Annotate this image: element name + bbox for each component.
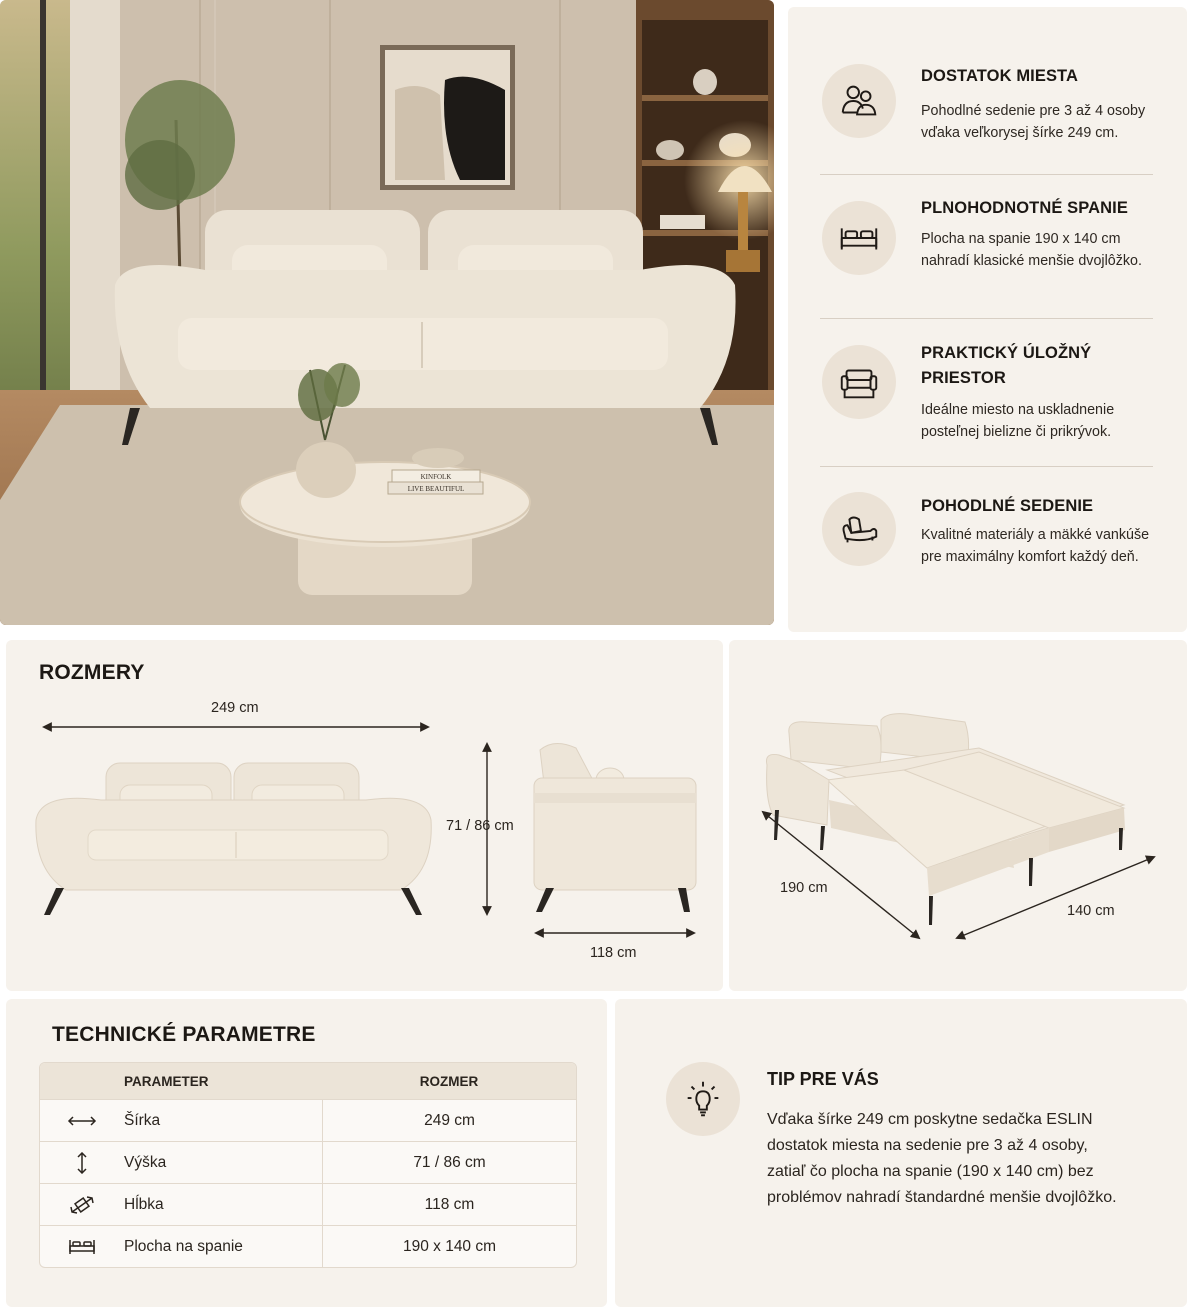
tip-panel xyxy=(615,999,1187,1307)
parameter-value: 71 / 86 cm xyxy=(322,1141,576,1183)
table-header-row xyxy=(40,1063,576,1099)
tip-title: TIP PRE VÁS xyxy=(767,1069,879,1089)
table-row xyxy=(40,1099,576,1141)
depth-label: 118 cm xyxy=(590,945,637,961)
value-column-header: ROZMER xyxy=(322,1063,576,1099)
bed-mode-panel xyxy=(729,640,1187,991)
dimension-drawing xyxy=(6,640,723,991)
parameter-label: Výška xyxy=(124,1141,322,1183)
tip-text: Vďaka šírke 249 cm poskytne sedačka ESLIN dostatok miesta na sedenie pre 3 až 4 osoby, zatiaľ čo plocha na spanie (190 x 140 cm) bez problémov nahradí štandardné menšie dvojlôžko. xyxy=(767,1111,1117,1206)
width-arrows-icon xyxy=(40,1099,124,1141)
parameter-label: Šírka xyxy=(124,1099,322,1141)
height-label: 71 / 86 cm xyxy=(446,818,514,834)
parameter-column-header: PARAMETER xyxy=(124,1063,322,1099)
feature-title: PLNOHODNOTNÉ SPANIE xyxy=(921,199,1128,217)
feature-space xyxy=(822,64,1154,154)
tech-title: TECHNICKÉ PARAMETRE xyxy=(52,1023,316,1046)
feature-storage xyxy=(822,341,1154,451)
book-title-bottom: LIVE BEAUTIFUL xyxy=(407,485,465,493)
table-row xyxy=(40,1225,576,1267)
sofa-front-view xyxy=(36,763,431,915)
book-title-top: KINFOLK xyxy=(420,473,452,481)
living-room-scene xyxy=(0,0,774,625)
people-icon xyxy=(822,64,896,138)
bed-drawing xyxy=(729,640,1187,991)
sofa-bed-view xyxy=(767,714,1126,925)
technical-parameters-panel xyxy=(6,999,607,1307)
lightbulb-icon xyxy=(666,1062,740,1136)
parameter-value: 190 x 140 cm xyxy=(322,1225,576,1267)
feature-description: Ideálne miesto na uskladnenie posteľnej bielizne či prikrývok. xyxy=(921,402,1115,440)
divider xyxy=(820,174,1153,175)
table-row xyxy=(40,1183,576,1225)
armchair-icon xyxy=(822,492,896,566)
hero-product-photo xyxy=(0,0,774,625)
height-arrows-icon xyxy=(40,1141,124,1183)
sofa-side-view xyxy=(534,743,696,912)
depth-arrows-icon xyxy=(40,1183,124,1225)
sleep-width-label: 140 cm xyxy=(1067,903,1115,919)
parameter-label: Hĺbka xyxy=(124,1183,322,1225)
storage-sofa-icon xyxy=(822,345,896,419)
bed-icon xyxy=(40,1225,124,1267)
feature-description: Kvalitné materiály a mäkké vankúše pre maximálny komfort každý deň. xyxy=(921,527,1150,565)
feature-description: Plocha na spanie 190 x 140 cm nahradí klasické menšie dvojlôžko. xyxy=(921,231,1142,269)
divider xyxy=(820,466,1153,467)
feature-comfort xyxy=(822,492,1154,592)
parameter-label: Plocha na spanie xyxy=(124,1225,322,1267)
feature-description: Pohodlné sedenie pre 3 až 4 osoby vďaka veľkorysej šírke 249 cm. xyxy=(921,103,1146,141)
bed-icon xyxy=(822,201,896,275)
parameter-value: 249 cm xyxy=(322,1099,576,1141)
feature-sleep xyxy=(822,196,1154,296)
table-row xyxy=(40,1141,576,1183)
features-panel xyxy=(788,7,1187,632)
width-label: 249 cm xyxy=(211,700,259,716)
feature-title: POHODLNÉ SEDENIE xyxy=(921,497,1094,515)
sleep-length-label: 190 cm xyxy=(780,880,828,896)
dimensions-title: ROZMERY xyxy=(39,661,145,684)
icon-column-header xyxy=(40,1063,124,1099)
parameters-table xyxy=(39,1062,577,1268)
feature-title: PRAKTICKÝ ÚLOŽNÝ PRIESTOR xyxy=(921,344,1092,387)
feature-title: DOSTATOK MIESTA xyxy=(921,67,1079,85)
divider xyxy=(820,318,1153,319)
parameter-value: 118 cm xyxy=(322,1183,576,1225)
dimensions-panel xyxy=(6,640,723,991)
